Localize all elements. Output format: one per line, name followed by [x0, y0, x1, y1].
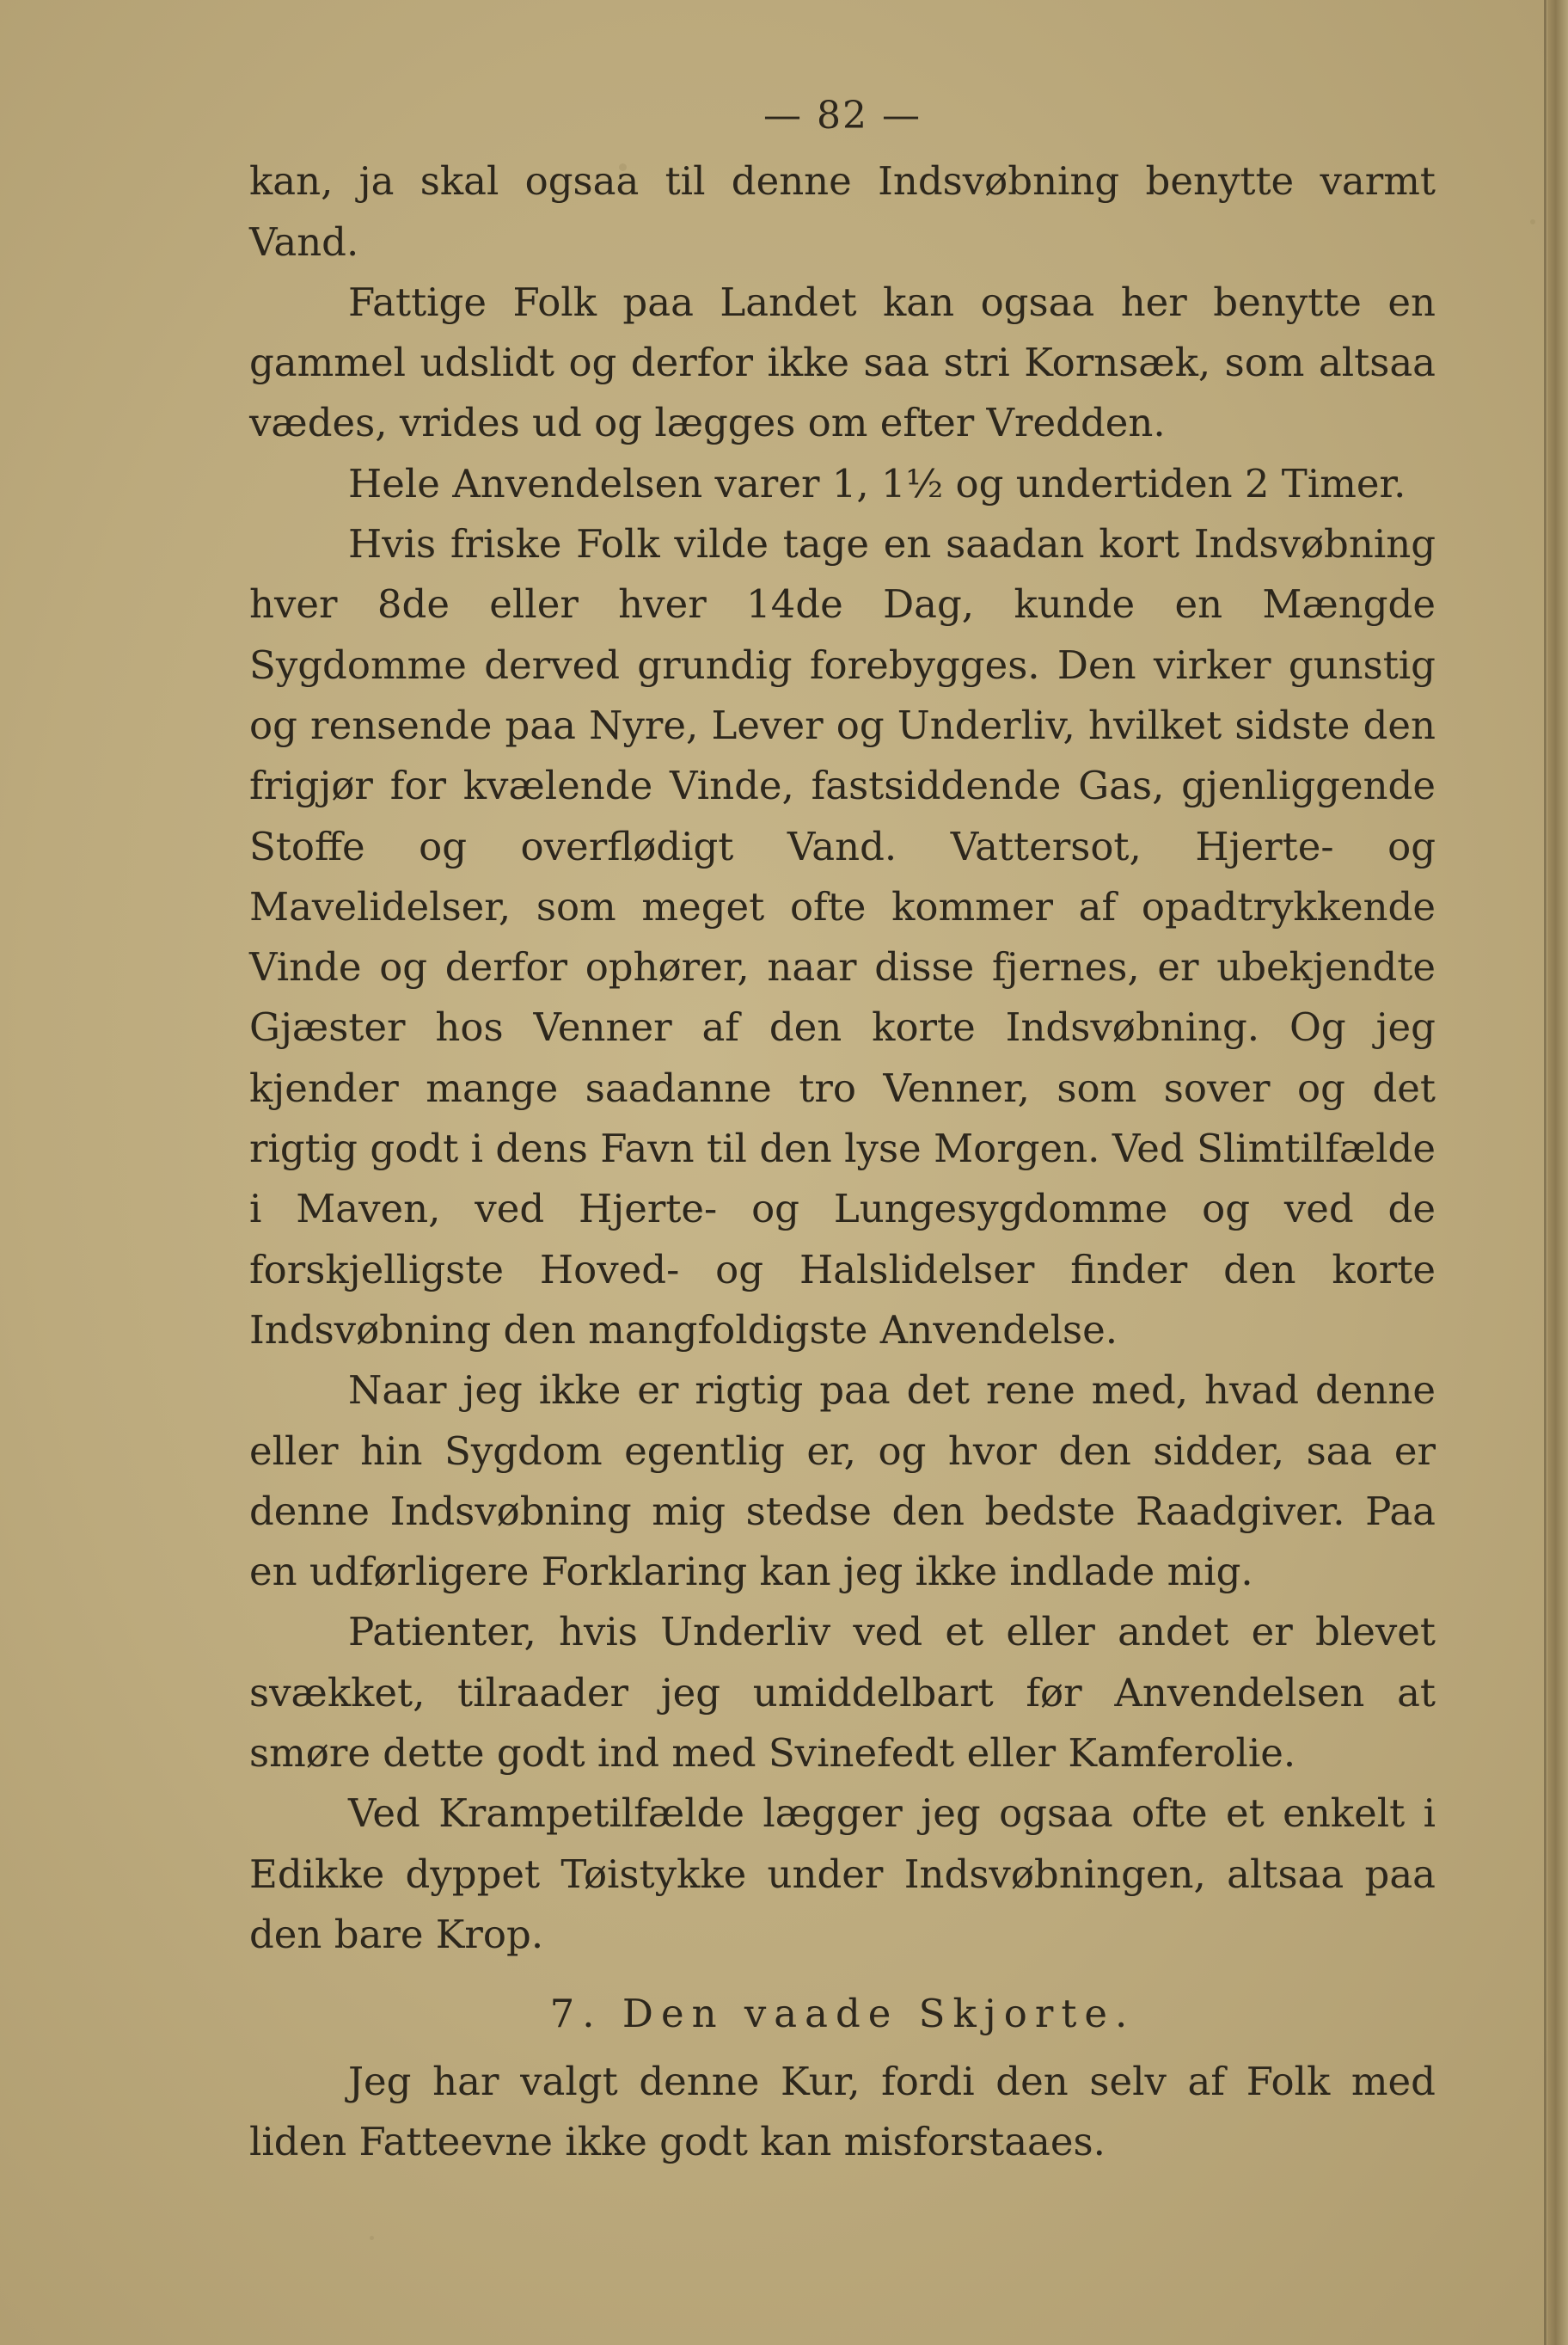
paragraph: Ved Krampetilfælde lægger jeg ogsaa ofte et enkelt i Edikke dyppet Tøistykke under Indsvøbningen, altsaa paa den bare Krop. — [249, 1790, 1436, 1957]
paragraph: Patienter, hvis Underliv ved et eller andet er blevet svækket, tilraader jeg umiddelbart før Anvendelsen at smøre dette godt ind med Svinefedt eller Kamferolie. — [249, 1609, 1436, 1777]
section-heading: 7. Den vaade Skjorte. — [549, 1991, 1136, 2037]
paper-stain — [370, 2236, 374, 2240]
paragraph: Fattige Folk paa Landet kan ogsaa her benytte en gammel udslidt og derfor ikke saa stri Kornsæk, som altsaa vædes, vrides ud og lægges om efter Vredden. — [249, 279, 1436, 446]
page-text — [249, 86, 1436, 2172]
paragraph: Naar jeg ikke er rigtig paa det rene med, hvad denne eller hin Sygdom egentlig er, og hvor den sidder, saa er denne Indsvøbning mig stedse den bedste Raadgiver. Paa en udførligere Forklaring kan jeg ikke indlade mig. — [249, 1367, 1436, 1595]
book-binding — [1547, 0, 1568, 2345]
paragraph: Jeg har valgt denne Kur, fordi den selv af Folk med liden Fatteevne ikke godt kan misforstaaes. — [249, 2058, 1436, 2164]
paragraph: kan, ja skal ogsaa til denne Indsvøbning benytte varmt Vand. — [249, 158, 1436, 265]
page-number: — 82 — — [763, 94, 922, 138]
page-edge-line — [1544, 0, 1547, 2345]
paragraph: Hvis friske Folk vilde tage en saadan kort Indsvøbning hver 8de eller hver 14de Dag, kunde en Mængde Sygdomme derved grundig forebygges. Den virker gunstig og rensende paa Nyre, Lever og Underliv, hvilket sidste den frigjør for kvælende Vinde, fastsiddende Gas, gjenliggende Stoffe og overflødigt Vand. Vattersot, Hjerte- og Mavelidelser, som meget ofte kommer af opadtrykkende Vinde og derfor ophører, naar disse fjernes, er ubekjendte Gjæster hos Venner af den korte Indsvøbning. Og jeg kjender mange saadanne tro Venner, som sover og det rigtig godt i dens Favn til den lyse Morgen. Ved Slimtilfælde i Maven, ved Hjerte- og Lungesygdomme og ved de forskjelligste Hoved- og Halslidelser finder den korte Indsvøbning den mangfoldigste Anvendelse. — [249, 521, 1436, 1353]
paragraph: Hele Anvendelsen varer 1, 1½ og undertiden 2 Timer. — [348, 460, 1406, 506]
paper-stain — [1530, 219, 1535, 224]
